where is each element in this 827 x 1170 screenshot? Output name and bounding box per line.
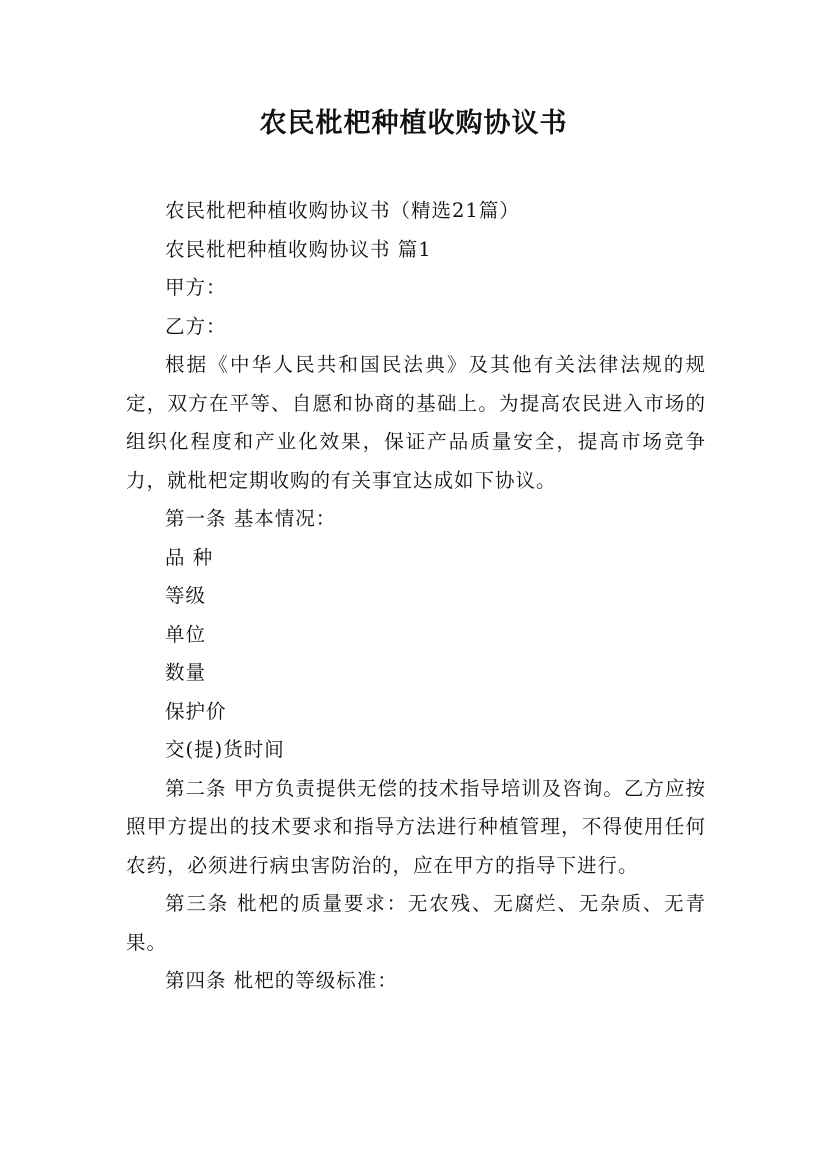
paragraph-variety: 品 种 xyxy=(165,545,214,569)
paragraph-article-4: 第四条 枇杷的等级标准： xyxy=(165,969,398,992)
document-title: 农民枇杷种植收购协议书 xyxy=(259,108,568,139)
paragraph-unit: 单位 xyxy=(165,622,207,646)
document-body xyxy=(126,192,706,1001)
paragraph-subtitle: 农民枇杷种植收购协议书（精选21篇） xyxy=(165,199,520,222)
paragraph-section-heading: 农民枇杷种植收购协议书 篇1 xyxy=(165,237,432,261)
paragraph-preamble: 根据《中华人民共和国民法典》及其他有关法律法规的规定，双方在平等、自愿和协商的基础上。为提高农民进入市场的组织化程度和产业化效果，保证产品质量安全，提高市场竞争力，就枇杷定期收购的有关事宜达成如下协议。 xyxy=(126,353,706,492)
paragraph-protected-price: 保护价 xyxy=(165,699,227,723)
paragraph-delivery-time: 交(提)货时间 xyxy=(165,738,285,761)
paragraph-grade: 等级 xyxy=(165,584,207,607)
paragraph-article-2: 第二条 甲方负责提供无偿的技术指导培训及咨询。乙方应按照甲方提出的技术要求和指导方法进行种植管理，不得使用任何农药，必须进行病虫害防治的，应在甲方的指导下进行。 xyxy=(126,776,706,877)
paragraph-quantity: 数量 xyxy=(165,661,207,684)
paragraph-party-a: 甲方： xyxy=(165,276,227,299)
paragraph-article-3: 第三条 枇杷的质量要求：无农残、无腐烂、无杂质、无青果。 xyxy=(126,892,706,954)
paragraph-article-1: 第一条 基本情况： xyxy=(165,507,337,530)
paragraph-party-b: 乙方： xyxy=(165,314,227,338)
